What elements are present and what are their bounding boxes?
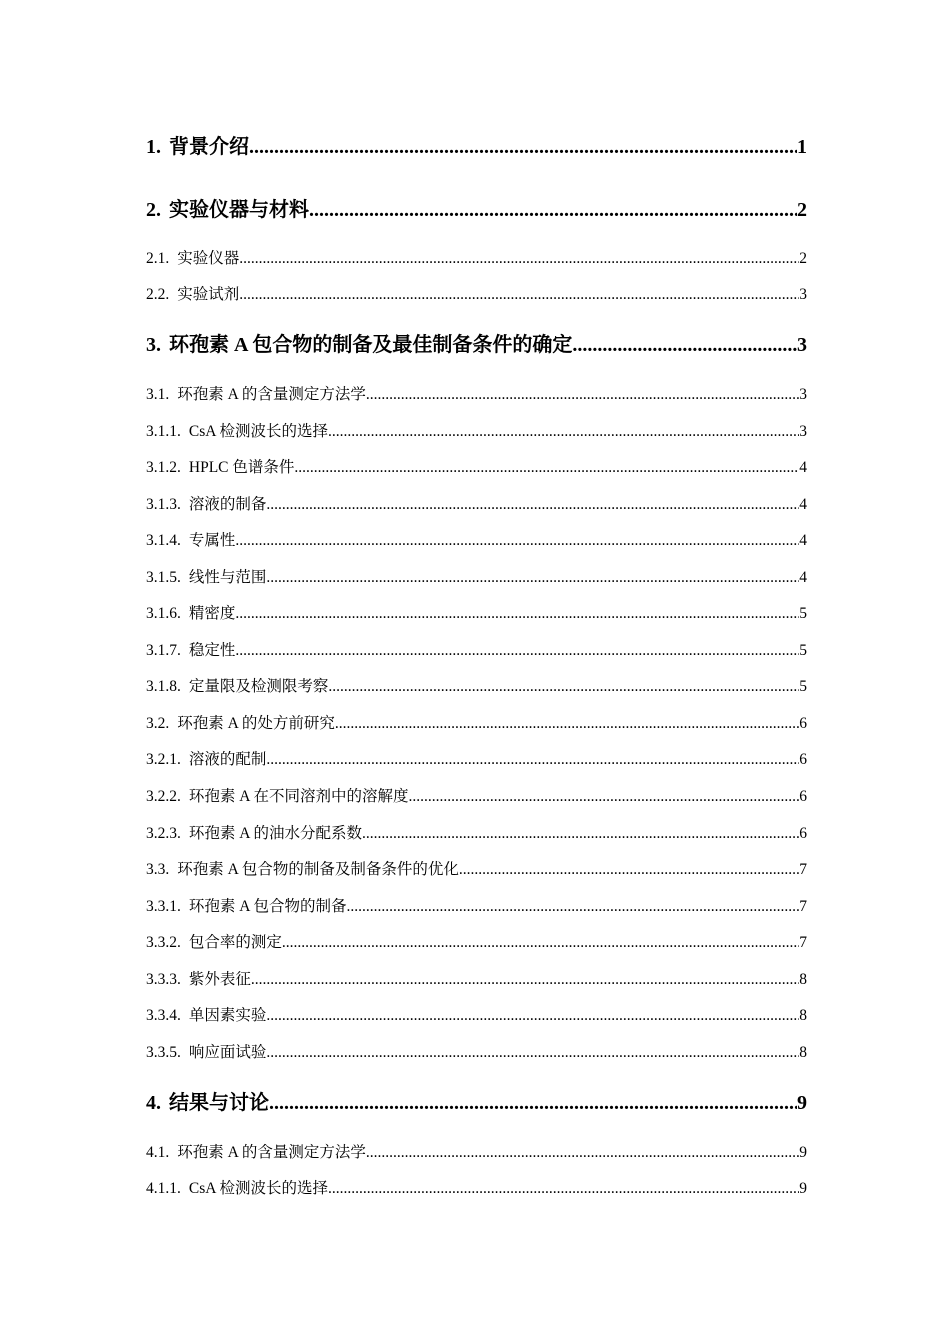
dot-leader [408,788,799,806]
dot-leader [366,386,799,404]
toc-entry-page: 9 [799,1180,807,1197]
toc-entry-title: 结果与讨论 [169,1092,269,1114]
dot-leader [266,1007,799,1025]
toc-entry-number: 3.1.3. [146,496,181,513]
toc-entry-page: 3 [799,423,807,440]
toc-entry-number: 4.1. [146,1144,170,1161]
toc-entry-page: 4 [799,532,807,549]
toc-entry[interactable] [146,282,807,304]
toc-entry-page: 5 [799,678,807,695]
toc-entry-number: 3. [146,334,161,356]
toc-entry-page: 3 [799,386,807,403]
toc-entry-title: 环孢素 A 的含量测定方法学 [177,1144,366,1161]
toc-entry-page: 5 [799,642,807,659]
toc-entry-number: 3.3.2. [146,934,181,951]
dot-leader [249,136,797,159]
dot-leader [235,605,799,623]
toc-entry-title: 单因素实验 [188,1007,267,1024]
dot-leader [572,334,797,357]
toc-entry-title: 环孢素 A 的含量测定方法学 [177,386,366,403]
toc-entry-number: 3.2.2. [146,788,181,805]
dot-leader [282,934,799,952]
toc-entry-page: 7 [799,898,807,915]
toc-entry-title: HPLC 色谱条件 [188,459,295,476]
dot-leader [294,459,799,477]
toc-entry-page: 4 [799,496,807,513]
toc-entry[interactable] [146,492,807,514]
toc-entry-page: 3 [797,334,807,356]
dot-leader [459,861,799,879]
toc-entry-title: 精密度 [188,605,236,622]
dot-leader [239,250,799,268]
toc-entry-page: 5 [799,605,807,622]
toc-entry-page: 7 [799,934,807,951]
dot-leader [362,825,799,843]
toc-entry[interactable] [146,967,807,989]
toc-entry-number: 2.2. [146,286,170,303]
toc-entry-title: 实验试剂 [177,286,240,303]
toc-entry-number: 3.3.1. [146,898,181,915]
toc-entry-page: 3 [799,286,807,303]
dot-leader [366,1144,799,1162]
toc-entry-page: 9 [797,1092,807,1114]
dot-leader [235,642,799,660]
toc-entry-number: 3.3.4. [146,1007,181,1024]
toc-entry-number: 3.1.6. [146,605,181,622]
toc-entry-title: 包合率的测定 [188,934,282,951]
toc-entry-number: 3.3.3. [146,971,181,988]
dot-leader [309,199,797,222]
toc-entry-title: 环孢素 A 包合物的制备 [188,898,347,915]
dot-leader [266,751,799,769]
toc-entry-title: 紫外表征 [188,971,251,988]
toc-entry-title: 专属性 [188,532,236,549]
toc-entry-page: 8 [799,971,807,988]
toc-entry-page: 8 [799,1044,807,1061]
dot-leader [328,678,799,696]
toc-entry[interactable] [146,638,807,660]
toc-entry[interactable] [146,193,807,222]
toc-entry[interactable] [146,1086,807,1115]
toc-entry[interactable] [146,1176,807,1198]
dot-leader [346,898,799,916]
dot-leader [239,286,799,304]
toc-entry-title: 稳定性 [188,642,236,659]
toc-entry[interactable] [146,328,807,357]
toc-entry[interactable] [146,711,807,733]
toc-entry-page: 6 [799,715,807,732]
toc-entry-title: 溶液的配制 [188,751,267,768]
toc-entry-title: 环孢素 A 的油水分配系数 [188,825,362,842]
toc-entry[interactable] [146,1040,807,1062]
toc-entry[interactable] [146,784,807,806]
toc-entry-title: 实验仪器 [177,250,240,267]
toc-entry-number: 3.1.5. [146,569,181,586]
toc-entry-number: 4.1.1. [146,1180,181,1197]
toc-entry-page: 4 [799,459,807,476]
dot-leader [266,1044,799,1062]
toc-entry[interactable] [146,382,807,404]
toc-entry-title: 实验仪器与材料 [169,199,309,221]
toc-entry-page: 8 [799,1007,807,1024]
toc-entry-title: CsA 检测波长的选择 [188,423,328,440]
toc-entry-title: CsA 检测波长的选择 [188,1180,328,1197]
toc-entry-page: 6 [799,825,807,842]
toc-entry[interactable] [146,528,807,550]
toc-entry[interactable] [146,246,807,268]
toc-entry-number: 3.3. [146,861,170,878]
toc-entry-page: 6 [799,751,807,768]
toc-entry[interactable] [146,1003,807,1025]
toc-entry-page: 2 [797,199,807,221]
toc-entry[interactable] [146,894,807,916]
dot-leader [269,1092,797,1115]
toc-entry-number: 3.1.2. [146,459,181,476]
toc-entry[interactable] [146,857,807,879]
toc-entry-number: 3.1.4. [146,532,181,549]
toc-entry-number: 3.3.5. [146,1044,181,1061]
toc-entry-number: 3.1. [146,386,170,403]
toc-entry-title: 响应面试验 [188,1044,267,1061]
toc-entry-number: 3.1.7. [146,642,181,659]
toc-entry[interactable] [146,674,807,696]
toc-entry-title: 背景介绍 [169,136,249,158]
toc-entry-title: 环孢素 A 的处方前研究 [177,715,335,732]
toc-entry-page: 6 [799,788,807,805]
toc-entry-number: 3.1.1. [146,423,181,440]
toc-entry-number: 2. [146,199,161,221]
dot-leader [251,971,799,989]
toc-entry[interactable] [146,930,807,952]
toc-entry-page: 1 [797,136,807,158]
toc-entry-page: 9 [799,1144,807,1161]
toc-entry-title: 定量限及检测限考察 [188,678,329,695]
toc-entry-title: 环孢素 A 在不同溶剂中的溶解度 [188,788,409,805]
toc-entry-number: 3.1.8. [146,678,181,695]
toc-entry-number: 3.2. [146,715,170,732]
toc-entry[interactable] [146,419,807,441]
toc-entry-title: 溶液的制备 [188,496,267,513]
toc-entry[interactable] [146,1140,807,1162]
toc-entry-page: 7 [799,861,807,878]
dot-leader [328,423,799,441]
toc-entry[interactable] [146,565,807,587]
toc-entry-number: 4. [146,1092,161,1114]
toc-entry[interactable] [146,747,807,769]
dot-leader [335,715,799,733]
dot-leader [235,532,799,550]
toc-entry-title: 线性与范围 [188,569,267,586]
toc-entry-title: 环孢素 A 包合物的制备及制备条件的优化 [177,861,459,878]
toc-entry[interactable] [146,821,807,843]
toc-entry-page: 2 [799,250,807,267]
dot-leader [328,1180,799,1198]
toc-entry-number: 2.1. [146,250,170,267]
toc-entry[interactable] [146,455,807,477]
toc-entry-number: 1. [146,136,161,158]
toc-entry-number: 3.2.1. [146,751,181,768]
toc-entry-number: 3.2.3. [146,825,181,842]
toc-entry-title: 环孢素 A 包合物的制备及最佳制备条件的确定 [169,334,573,356]
dot-leader [266,496,799,514]
toc-entry-page: 4 [799,569,807,586]
toc-entry[interactable] [146,130,807,159]
dot-leader [266,569,799,587]
toc-entry[interactable] [146,601,807,623]
